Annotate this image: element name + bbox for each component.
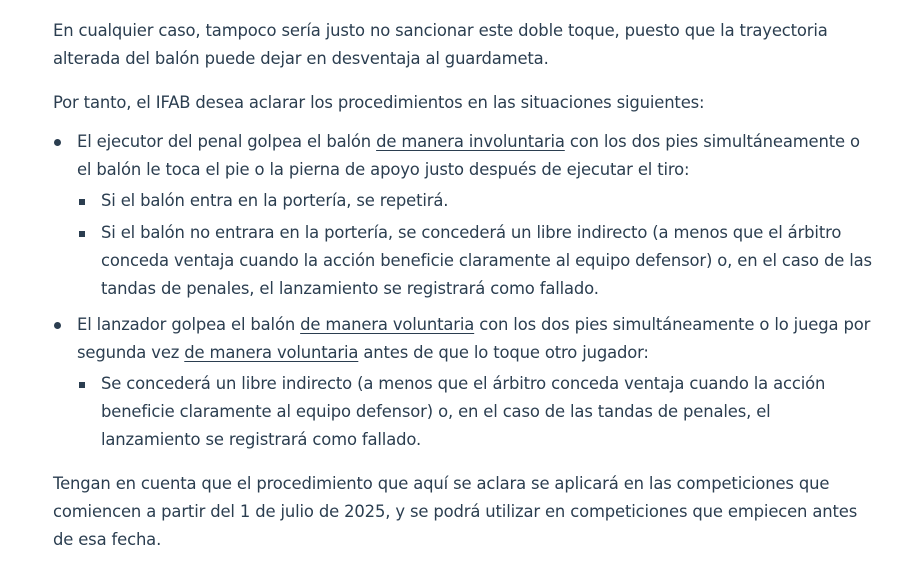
sub-item-text: Se concederá un libre indirecto (a menos que el árbitro conceda ventaja cuando la acción beneficie claramente al equipo defensor) o, en el caso de las tandas de penales, el lanzamiento se registrará como fallado. (101, 374, 826, 449)
sub-item-goal-missed (77, 219, 873, 303)
underlined-voluntary-2: de manera voluntaria (184, 343, 359, 362)
sub-item-text: Si el balón no entrara en la portería, se concederá un libre indirecto (a menos que el árbitro conceda ventaja cuando la acción beneficie claramente al equipo defensor) o, en el caso de las tandas de penales, el lanzamiento se registrará como fallado. (101, 223, 872, 298)
sub-list (77, 187, 873, 303)
situations-list (53, 128, 873, 454)
sub-list (77, 370, 873, 454)
bullet-dot-icon (54, 322, 61, 329)
sub-item-text: Si el balón entra en la portería, se repetirá. (101, 191, 449, 210)
sub-item-goal-scored (77, 187, 873, 215)
bullet-square-icon (79, 382, 85, 388)
procedures-paragraph: Por tanto, el IFAB desea aclarar los procedimientos en las situaciones siguientes: (53, 93, 705, 112)
situation-item-voluntary (53, 311, 873, 454)
intro-paragraph: En cualquier caso, tampoco sería justo no sancionar este doble toque, puesto que la trayectoria alterada del balón puede dejar en desventaja al guardameta. (53, 21, 828, 68)
bullet-square-icon (79, 231, 85, 237)
closing-paragraph: Tengan en cuenta que el procedimiento que aquí se aclara se aplicará en las competiciones que comiencen a partir del 1 de julio de 2025, y se podrá utilizar en competiciones que empiecen antes de esa fecha. (53, 474, 858, 549)
document-body (53, 17, 873, 554)
underlined-involuntary: de manera involuntaria (376, 132, 565, 151)
bullet-dot-icon (54, 139, 61, 146)
situation-text-before: El lanzador golpea el balón (77, 315, 301, 334)
situation-text-after: antes de que lo toque otro jugador: (358, 343, 649, 362)
situation-text-after: con los dos pies simultáneamente o el balón le toca el pie o la pierna de apoyo justo después de ejecutar el tiro: (77, 132, 860, 179)
situation-item-involuntary (53, 128, 873, 303)
underlined-voluntary-1: de manera voluntaria (300, 315, 475, 334)
bullet-square-icon (79, 199, 85, 205)
sub-item-indirect-free-kick (77, 370, 873, 454)
situation-text-middle: con los dos pies simultáneamente o lo juega por segunda vez (77, 315, 871, 362)
situation-text-before: El ejecutor del penal golpea el balón (77, 132, 377, 151)
